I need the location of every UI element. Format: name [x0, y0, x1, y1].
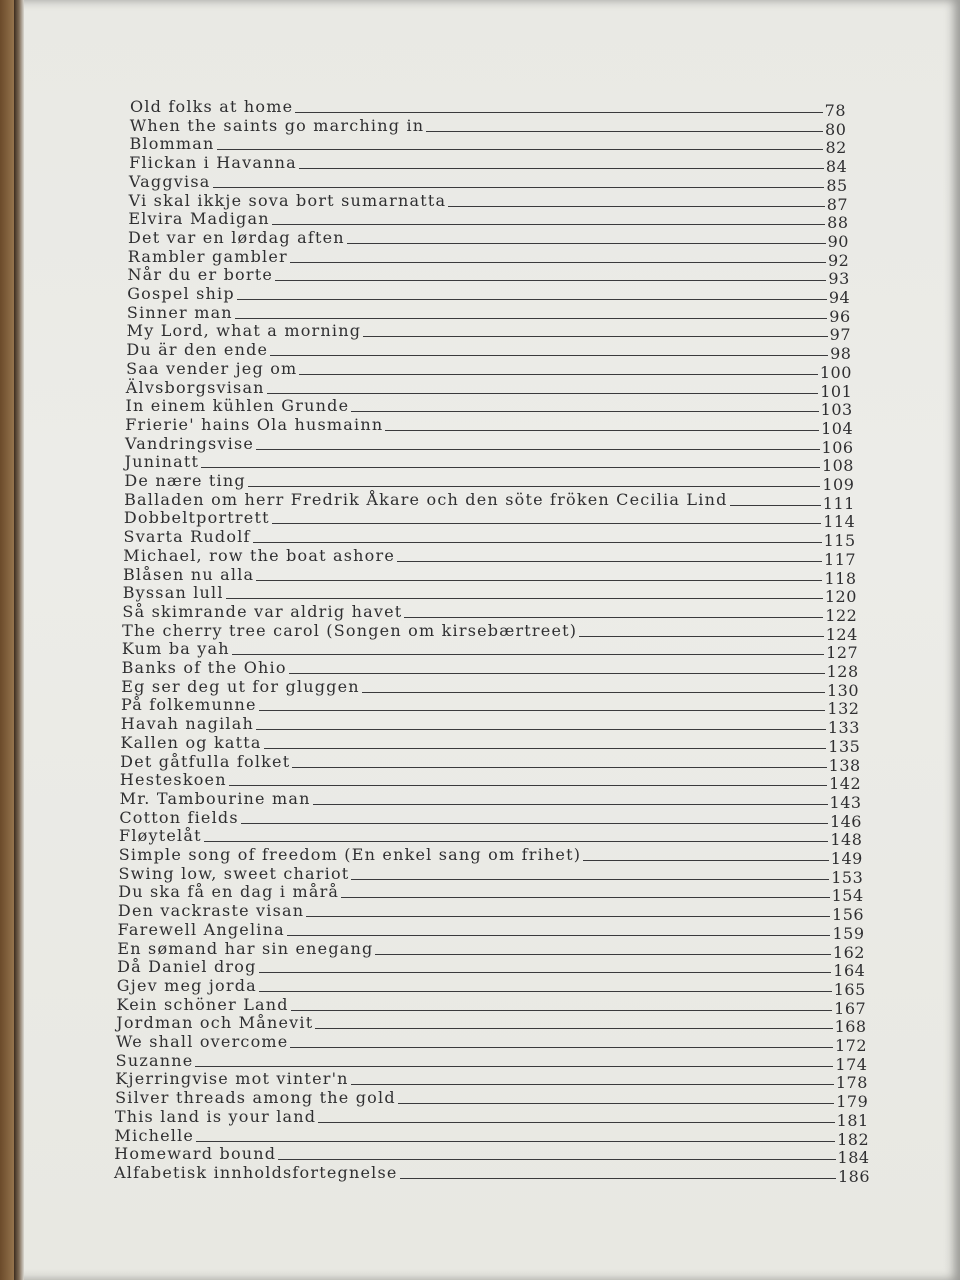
toc-entry-page-number: 97 [829, 325, 852, 345]
toc-entry-title: Havah nagilah [120, 714, 254, 734]
toc-entry-title: Blomman [129, 134, 215, 154]
toc-entry-page-number: 168 [834, 1017, 867, 1037]
toc-entry [126, 302, 851, 326]
toc-entry-title: Så skimrande var aldrig havet [122, 601, 403, 621]
toc-leader-line [229, 784, 827, 786]
toc-entry-title: Homeward bound [114, 1144, 277, 1164]
toc-leader-line [259, 709, 826, 711]
book-page [14, 0, 960, 1280]
toc-leader-line [318, 1121, 834, 1123]
toc-entry-title: Balladen om herr Fredrik Åkare och den söte fröken Cecilia Lind [124, 489, 728, 509]
toc-leader-line [226, 597, 823, 599]
toc-entry-title: Du är den ende [126, 340, 269, 360]
toc-leader-line [730, 504, 821, 506]
toc-entry-title: My Lord, what a morning [126, 321, 362, 341]
toc-entry-page-number: 174 [835, 1054, 868, 1074]
toc-entry [115, 1087, 869, 1112]
toc-entry-title: Juninatt [124, 452, 200, 472]
toc-entry-title: Elvira Madigan [128, 209, 270, 229]
toc-entry-title: Svarta Rudolf [123, 527, 251, 547]
toc-leader-line [448, 205, 825, 207]
toc-entry-title: Flickan i Havanna [129, 153, 297, 173]
toc-leader-line [256, 448, 819, 450]
toc-entry [125, 377, 853, 401]
toc-entry [130, 96, 846, 120]
toc-leader-line [275, 279, 826, 281]
toc-entry-title: Rambler gambler [127, 246, 288, 266]
toc-entry [114, 1125, 870, 1149]
toc-entry-title: Gjev meg jorda [116, 975, 257, 995]
toc-entry-page-number: 130 [827, 680, 860, 700]
toc-leader-line [270, 354, 828, 356]
toc-entry-page-number: 100 [819, 362, 852, 382]
toc-entry-title: På folkemunne [121, 695, 257, 715]
toc-entry-page-number: 182 [837, 1129, 870, 1149]
toc-entry [128, 208, 849, 233]
toc-entry [115, 1050, 868, 1074]
toc-entry-title: Dobbeltportrett [123, 508, 270, 528]
toc-entry-page-number: 88 [827, 213, 849, 233]
toc-entry [128, 227, 849, 251]
toc-entry-page-number: 117 [824, 549, 857, 569]
toc-entry-page-number: 179 [836, 1092, 869, 1112]
toc-entry-title: Jordman och Månevit [116, 1013, 314, 1033]
toc-leader-line [213, 186, 825, 188]
toc-entry [118, 844, 863, 869]
toc-entry-title: Old folks at home [130, 97, 294, 116]
toc-leader-line [398, 1102, 834, 1104]
toc-entry-title: Den vackraste visan [117, 901, 305, 921]
toc-entry-page-number: 104 [821, 418, 854, 438]
toc-entry-title: Älvsborgsvisan [125, 377, 265, 397]
table-of-contents [14, 0, 960, 1280]
toc-leader-line [217, 148, 824, 150]
toc-entry-title: Michelle [114, 1125, 195, 1145]
toc-entry [123, 526, 856, 551]
toc-entry-page-number: 84 [825, 157, 848, 177]
toc-entry-title: Kjerringvise mot vinter'n [115, 1069, 349, 1089]
toc-entry [121, 657, 859, 682]
toc-leader-line [295, 111, 822, 113]
toc-leader-line [375, 953, 830, 955]
toc-entry-page-number: 153 [831, 867, 864, 887]
toc-leader-line [397, 560, 822, 562]
toc-leader-line [241, 822, 828, 824]
toc-leader-line [196, 1140, 835, 1142]
toc-entry [124, 489, 855, 513]
toc-entry [122, 564, 857, 588]
toc-entry-title: Vaggvisa [128, 171, 211, 191]
toc-entry-title: En sømand har sin enegang [117, 938, 374, 958]
toc-entry [125, 414, 854, 438]
toc-entry-page-number: 148 [830, 830, 863, 850]
toc-entry-page-number: 184 [837, 1148, 870, 1168]
toc-entry [124, 451, 854, 476]
toc-entry-page-number: 120 [824, 587, 857, 607]
toc-leader-line [253, 541, 822, 543]
toc-leader-line [232, 653, 824, 655]
toc-leader-line [341, 896, 829, 898]
toc-entry [122, 601, 858, 625]
toc-entry-page-number: 106 [821, 437, 854, 457]
toc-entry [127, 264, 850, 289]
toc-entry [126, 320, 852, 345]
toc-entry-page-number: 82 [825, 138, 847, 158]
toc-leader-line [351, 410, 818, 412]
toc-entry-title: Suzanne [115, 1050, 194, 1070]
toc-entry [116, 994, 867, 1018]
toc-entry [128, 171, 848, 195]
toc-entry [117, 938, 865, 962]
toc-entry-title: Michael, row the boat ashore [123, 545, 395, 565]
toc-leader-line [315, 1027, 832, 1029]
toc-leader-line [272, 522, 822, 524]
toc-entry-title: Då Daniel drog [117, 957, 257, 977]
toc-entry [129, 115, 847, 139]
toc-entry-title: Sinner man [126, 302, 233, 322]
toc-entry [117, 956, 866, 981]
toc-leader-line [583, 859, 829, 861]
toc-entry-title: This land is your land [114, 1106, 317, 1126]
toc-entry-page-number: 154 [831, 886, 864, 906]
toc-entry-page-number: 124 [825, 624, 858, 644]
toc-entry [127, 283, 851, 308]
toc-entry-title: Det var en lørdag aften [128, 227, 345, 247]
toc-leader-line [351, 878, 829, 880]
toc-entry-title: Alfabetisk innholdsfortegnelse [114, 1163, 398, 1182]
toc-entry [123, 507, 856, 532]
toc-leader-line [291, 1009, 832, 1011]
toc-entry-page-number: 108 [821, 456, 854, 476]
toc-entry [126, 339, 852, 364]
toc-entry [123, 545, 857, 569]
toc-leader-line [290, 261, 826, 263]
toc-entry [117, 900, 865, 925]
toc-entry-page-number: 156 [832, 905, 865, 925]
toc-entry-page-number: 165 [833, 979, 866, 999]
toc-entry-page-number: 142 [829, 774, 862, 794]
toc-entry-page-number: 118 [824, 568, 857, 588]
toc-entry-title: Byssan lull [122, 583, 224, 603]
toc-entry-title: Blåsen nu alla [122, 564, 255, 584]
toc-entry-page-number: 181 [836, 1110, 869, 1130]
toc-leader-line [385, 429, 819, 431]
toc-entry-title: Fløytelåt [119, 826, 202, 846]
toc-entry [118, 863, 864, 887]
toc-entry [116, 975, 866, 999]
toc-leader-line [299, 373, 817, 375]
toc-entry [116, 1012, 867, 1037]
toc-entry-page-number: 143 [829, 792, 862, 812]
toc-entry-page-number: 159 [832, 923, 865, 943]
toc-leader-line [400, 1177, 836, 1179]
toc-entry-title: We shall overcome [115, 1032, 289, 1052]
toc-entry-page-number: 90 [827, 231, 849, 251]
toc-entry [127, 246, 850, 270]
toc-entry-page-number: 94 [828, 288, 851, 308]
toc-entry-page-number: 78 [824, 101, 846, 120]
toc-entry [124, 470, 855, 495]
toc-entry-page-number: 85 [826, 175, 848, 195]
toc-entry-page-number: 132 [827, 699, 860, 719]
toc-entry-page-number: 164 [833, 961, 866, 981]
toc-entry [119, 788, 862, 812]
toc-entry-page-number: 93 [828, 269, 850, 289]
toc-entry-page-number: 127 [826, 643, 859, 663]
toc-entry-page-number: 162 [832, 942, 865, 962]
toc-leader-line [292, 766, 826, 768]
toc-leader-line [195, 1065, 833, 1067]
toc-entry [117, 919, 865, 943]
toc-entry-title: Cotton fields [119, 807, 239, 827]
toc-entry [124, 433, 854, 457]
toc-entry-title: The cherry tree carol (Songen om kirsebærtreet) [122, 620, 578, 640]
toc-leader-line [248, 485, 821, 487]
toc-entry-page-number: 109 [822, 475, 855, 495]
toc-leader-line [290, 1046, 833, 1048]
toc-entry-title: Saa vender jeg om [126, 358, 298, 378]
toc-entry [120, 713, 860, 738]
toc-entry-page-number: 111 [822, 493, 855, 513]
toc-entry [129, 133, 847, 158]
toc-entry [119, 825, 863, 850]
toc-leader-line [278, 1158, 835, 1160]
toc-entry-page-number: 138 [828, 755, 861, 775]
toc-leader-line [363, 335, 828, 337]
toc-entry [121, 694, 860, 719]
toc-entry [129, 152, 848, 177]
toc-entry-page-number: 167 [834, 998, 867, 1018]
toc-entry [114, 1162, 870, 1186]
toc-leader-line [267, 392, 819, 394]
toc-leader-line [404, 616, 823, 618]
toc-entry-page-number: 133 [827, 718, 860, 738]
toc-leader-line [426, 130, 823, 132]
toc-leader-line [259, 971, 832, 973]
toc-entry-title: Eg ser deg ut for gluggen [121, 676, 360, 696]
toc-entry-title: Frierie' hains Ola husmainn [125, 414, 384, 434]
toc-entry [118, 881, 864, 906]
toc-leader-line [289, 672, 825, 674]
toc-entry-page-number: 186 [837, 1167, 870, 1186]
toc-entry [128, 190, 849, 214]
toc-leader-line [347, 242, 826, 244]
toc-entry-page-number: 146 [829, 811, 862, 831]
toc-entry-page-number: 92 [828, 250, 850, 270]
toc-entry-page-number: 80 [825, 119, 847, 139]
toc-entry-title: Kum ba yah [121, 639, 230, 659]
toc-entry-title: Mr. Tambourine man [119, 788, 311, 808]
toc-entry [120, 751, 861, 775]
toc-entry-title: Hesteskoen [119, 770, 227, 790]
toc-entry-title: Det gåtfulla folket [120, 751, 291, 771]
toc-entry-page-number: 149 [830, 849, 863, 869]
toc-entry-title: Du ska få en dag i mårå [118, 882, 340, 902]
toc-entry-page-number: 98 [830, 344, 852, 364]
toc-entry [120, 732, 861, 756]
toc-entry-title: Farewell Angelina [117, 919, 285, 939]
toc-entry-title: Swing low, sweet chariot [118, 863, 350, 883]
toc-entry-page-number: 114 [823, 512, 856, 532]
toc-entry [115, 1031, 868, 1056]
toc-leader-line [351, 1083, 834, 1085]
toc-leader-line [201, 466, 820, 468]
toc-leader-line [313, 803, 828, 805]
toc-entry-title: Kallen og katta [120, 732, 262, 752]
toc-leader-line [362, 691, 825, 693]
toc-entry-title: When the saints go marching in [129, 115, 425, 135]
toc-entry [114, 1106, 869, 1130]
toc-entry-page-number: 101 [820, 381, 853, 401]
toc-entry-title: Gospel ship [127, 284, 235, 304]
toc-leader-line [306, 915, 830, 917]
toc-leader-line [579, 635, 824, 637]
toc-entry-page-number: 96 [829, 306, 851, 326]
toc-entry-title: In einem kühlen Grunde [125, 396, 350, 416]
toc-entry-page-number: 178 [835, 1073, 868, 1093]
toc-entry [119, 769, 862, 794]
toc-entry-page-number: 122 [825, 605, 858, 625]
toc-entry-title: Vi skal ikkje sova bort sumarnatta [128, 190, 447, 210]
toc-entry [119, 807, 862, 831]
toc-entry-page-number: 172 [834, 1036, 868, 1056]
toc-leader-line [272, 223, 825, 225]
toc-entry-title: De nære ting [124, 471, 246, 491]
toc-entry [125, 395, 853, 420]
toc-entry [121, 676, 860, 700]
toc-entry-title: Silver threads among the gold [115, 1088, 396, 1108]
toc-entry [114, 1143, 870, 1168]
toc-entry-page-number: 135 [828, 736, 861, 756]
toc-entry [122, 620, 858, 644]
toc-leader-line [256, 728, 826, 730]
toc-entry-page-number: 115 [823, 531, 856, 551]
toc-entry [126, 358, 852, 382]
toc-entry [122, 582, 857, 607]
toc-leader-line [256, 579, 822, 581]
toc-entry-title: Kein schöner Land [116, 994, 289, 1014]
toc-leader-line [235, 317, 827, 319]
toc-entry-title: Vandringsvise [124, 433, 255, 453]
toc-leader-line [299, 167, 824, 169]
toc-entry-title: Simple song of freedom (En enkel sang om frihet) [118, 845, 582, 865]
toc-leader-line [287, 934, 831, 936]
toc-entry-title: Når du er borte [127, 265, 273, 285]
toc-entry-page-number: 87 [826, 194, 849, 214]
toc-leader-line [204, 840, 829, 842]
toc-entry-title: Banks of the Ohio [121, 658, 287, 678]
toc-entry-page-number: 103 [820, 400, 853, 420]
toc-entry-page-number: 128 [826, 662, 859, 682]
toc-leader-line [264, 747, 827, 749]
toc-entry [115, 1068, 868, 1093]
toc-entry [121, 638, 859, 663]
toc-leader-line [237, 298, 827, 300]
toc-leader-line [259, 990, 832, 992]
